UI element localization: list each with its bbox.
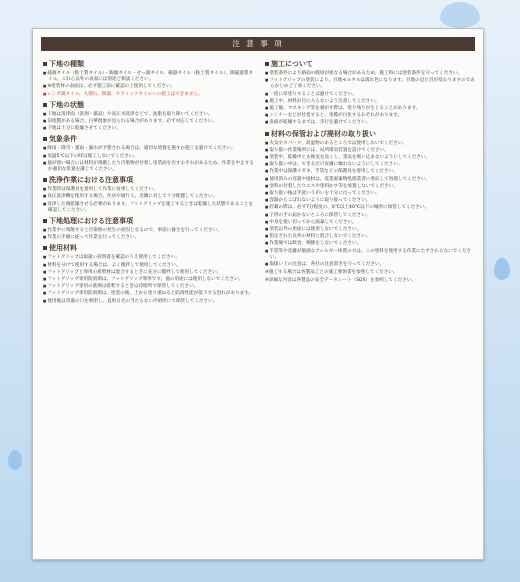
list-item: ■ 塗料の付着したウエスや塗料かす等を放置しないでください。 [265,183,477,190]
list-item: ■ 磁器タイル（粘土質タイル）・陶器タイル・せっ器タイル、磁器タイル（粘土質タイル）、陶磁器質タイル。これら以外の表面には別途ご相談ください。 [43,70,255,83]
section-marker-icon [43,219,47,223]
list-item: ■ 気温5℃以下の時は施工しないでください。 [43,153,255,160]
section-title-text: 材料の保管および廃材の取り扱い [271,129,376,138]
list-item: ■ 使用済みの容器や廃材は、産業廃棄物処理業者に委託して処理してください。 [265,176,477,183]
section-title-text: 下地の種類 [49,60,84,68]
list-item: ■ 塗装中、乾燥中とも換気を良くし、蒸気を吸い込まないようにしてください。 [265,154,477,161]
section-title [43,134,255,144]
list-item: ■ 貯蔵の際は、必ず7分程度の、0℃以上40℃以下の場所に保管してください。 [265,204,477,211]
list-item: ■ フットグリップ専用防滑剤は、フットグリップ専用です。他の用途には使用しないでください。 [43,276,255,283]
notice-card [32,28,484,560]
list-item: ■ 下地は十分に乾燥させてください。 [43,125,255,132]
list-item: ■ 材料を分けて使用する場合は、よく攪拌して使用してください。 [43,262,255,269]
section-list [43,227,255,241]
footnote: ※詳細な内容は各製品の安全データシート（SDS）を参照してください。 [265,278,417,284]
decorative-drop [8,450,22,470]
list-item: ■ フットグリップ専用の液剤は希釈するときは冷暗所で保管してください。 [43,283,255,290]
section-title [265,59,477,69]
section-list [43,254,255,304]
list-item: ■ 施工後、マスキング等を剥がす際は、塗り残りが生じることがあります。 [265,105,477,112]
list-item: ■ シンナーなどが付着すると、塗膜が白化するおそれがあります。 [265,112,477,119]
section-title-text: 施工について [271,60,313,68]
list-item: ■ 取り扱い中は、できるだけ皮膚に触れないようにしてください。 [265,161,477,168]
list-item: ■ 作業中に飛散すると汚染物の発生の原因となるので、事前に養生を行ってください。 [43,227,255,234]
left-column [43,57,255,553]
list-item: ■ フットグリップ専用防滑剤は、塗装の後、上から塗り重ねると防滑性能が低下する恐れがあります。 [43,290,255,297]
page-title: 注 意 事 項 [41,37,475,51]
section-title-text: 洗浄作業における注意事項 [49,176,133,185]
section-title [43,216,255,226]
section-title [43,243,255,253]
list-item: ■ 作業中は保護メガネ、手袋などの保護具を着用してください。 [265,168,477,175]
list-item: ■ フットグリップの塗装により、目地モルタルは濡れ色になります。目地の見た目が変わりますのであらかじめご了承ください。 [265,77,477,90]
list-item: ■ 作業時は保護具を着用して作業に従事してください。 [43,186,255,193]
section-title-text: 気象条件 [49,135,77,144]
list-item: ■ 一度に厚塗りすることは避けてください。 [265,91,477,98]
section-list [265,70,477,127]
list-item: ■ レンガ調タイル、大理石、陶器、セラミックタイルへの施工はできません。 [43,91,255,98]
list-item: ■ 使用後は容器の口を密閉し、直射日光の当たらない冷暗所にて保管してください。 [43,298,255,305]
right-column [265,57,477,553]
section-title-text: 使用材料 [49,244,77,253]
section-title [43,175,255,185]
list-item: ■ 子供の手の届かないところに保管してください。 [265,212,477,219]
section-title [43,59,255,69]
list-item: ■ フットグリップと専用の希釈材は混合するときに充分に攪拌して使用してください。 [43,269,255,276]
section-marker-icon [43,103,47,107]
list-item: ■ 作業の手順に従って作業を行ってください。 [43,234,255,241]
section-title-text: 下地の状態 [49,100,84,109]
decorative-drop [494,258,510,280]
list-item: ■ 風が強い場合には材料が飛散したり汚染物が付着し塗装面を汚すおそれがあるため、作業を中止するか適切な処置を講じてください。 [43,160,255,173]
list-item: ■ 指定された以外の材料と混合しないでください。 [265,233,477,240]
list-item: ■ ※塗装材の表面は、必ず施工前に確認の上使用してください。 [43,83,255,90]
list-item: ■ 下地は清浄面（洗剤・薬品）や高圧水洗浄などで、油脂を取り除いてください。 [43,111,255,118]
list-item: ■ 作業場では飲食、喫煙をしないでください。 [265,240,477,247]
list-item: ■ 塗装以外の用途には使用しないでください。 [265,226,477,233]
list-item: ■ 取扱い上の注意は、各社の注意書きを守ってください。 [265,261,477,268]
section-list [265,140,477,269]
list-item: ■ 洗浄した後乾燥させる必要があります。フットグリップを施工するときは乾燥した状態であることを確認してください。 [43,201,255,214]
list-item: ■ 表面が乾燥するまでは、歩行を避けてください。 [265,119,477,126]
list-item: ■ 降雨・降雪・霧雨・漏水が予想される場合は、適切な処置を施すか施工を避けてください。 [43,145,255,152]
footnote: ※施工する場合は各製品ごとの施工要領書を参照してください。 [265,270,398,276]
section-list [43,186,255,214]
list-item: ■ 中身を使い切ってから廃棄してください。 [265,219,477,226]
section-title [265,129,477,139]
section-marker-icon [43,178,47,182]
list-item: ■ 取り扱い作業場所には、局所排気装置を設けてください。 [265,147,477,154]
section-marker-icon [265,132,269,136]
section-marker-icon [43,246,47,250]
section-list [43,70,255,98]
decorative-drop [440,2,480,28]
section-title [43,100,255,110]
list-item: ■ 火気やスパーク、高温物のあるところでは使用しないでください。 [265,140,477,147]
list-item: ■ 高圧洗浄機を使用する場合、住居や通行人、近隣に対して十分配慮してください。 [43,193,255,200]
section-title-text: 下地処理における注意事項 [49,217,133,226]
section-marker-icon [43,62,47,66]
list-item: ■ 施工中、材料が目に入らないよう注意してください。 [265,98,477,105]
list-item: ■ 取り扱い後は手洗いうがいを十分に行ってください。 [265,190,477,197]
section-list [43,145,255,173]
list-item: ■ 手袋等や皮膚が敏感なアレルギー体質の方は、この塗料を使用する作業にたずさわらないでください。 [265,248,477,261]
list-item: ■ フットグリップは取扱い説明書を確認のうえ使用してください。 [43,254,255,261]
list-item: ■ 塗装条件により路面の膜厚が異なる場合があるため、施工時には塗装条件を守ってください。 [265,70,477,77]
section-marker-icon [265,62,269,66]
list-item: ■ 容器からこぼれないように取り扱ってください。 [265,197,477,204]
list-item: ■ 旧塗膜がある場合、白華現象が見られる場合があります。必ず対応してください。 [43,118,255,125]
section-list [43,111,255,133]
section-marker-icon [43,137,47,141]
